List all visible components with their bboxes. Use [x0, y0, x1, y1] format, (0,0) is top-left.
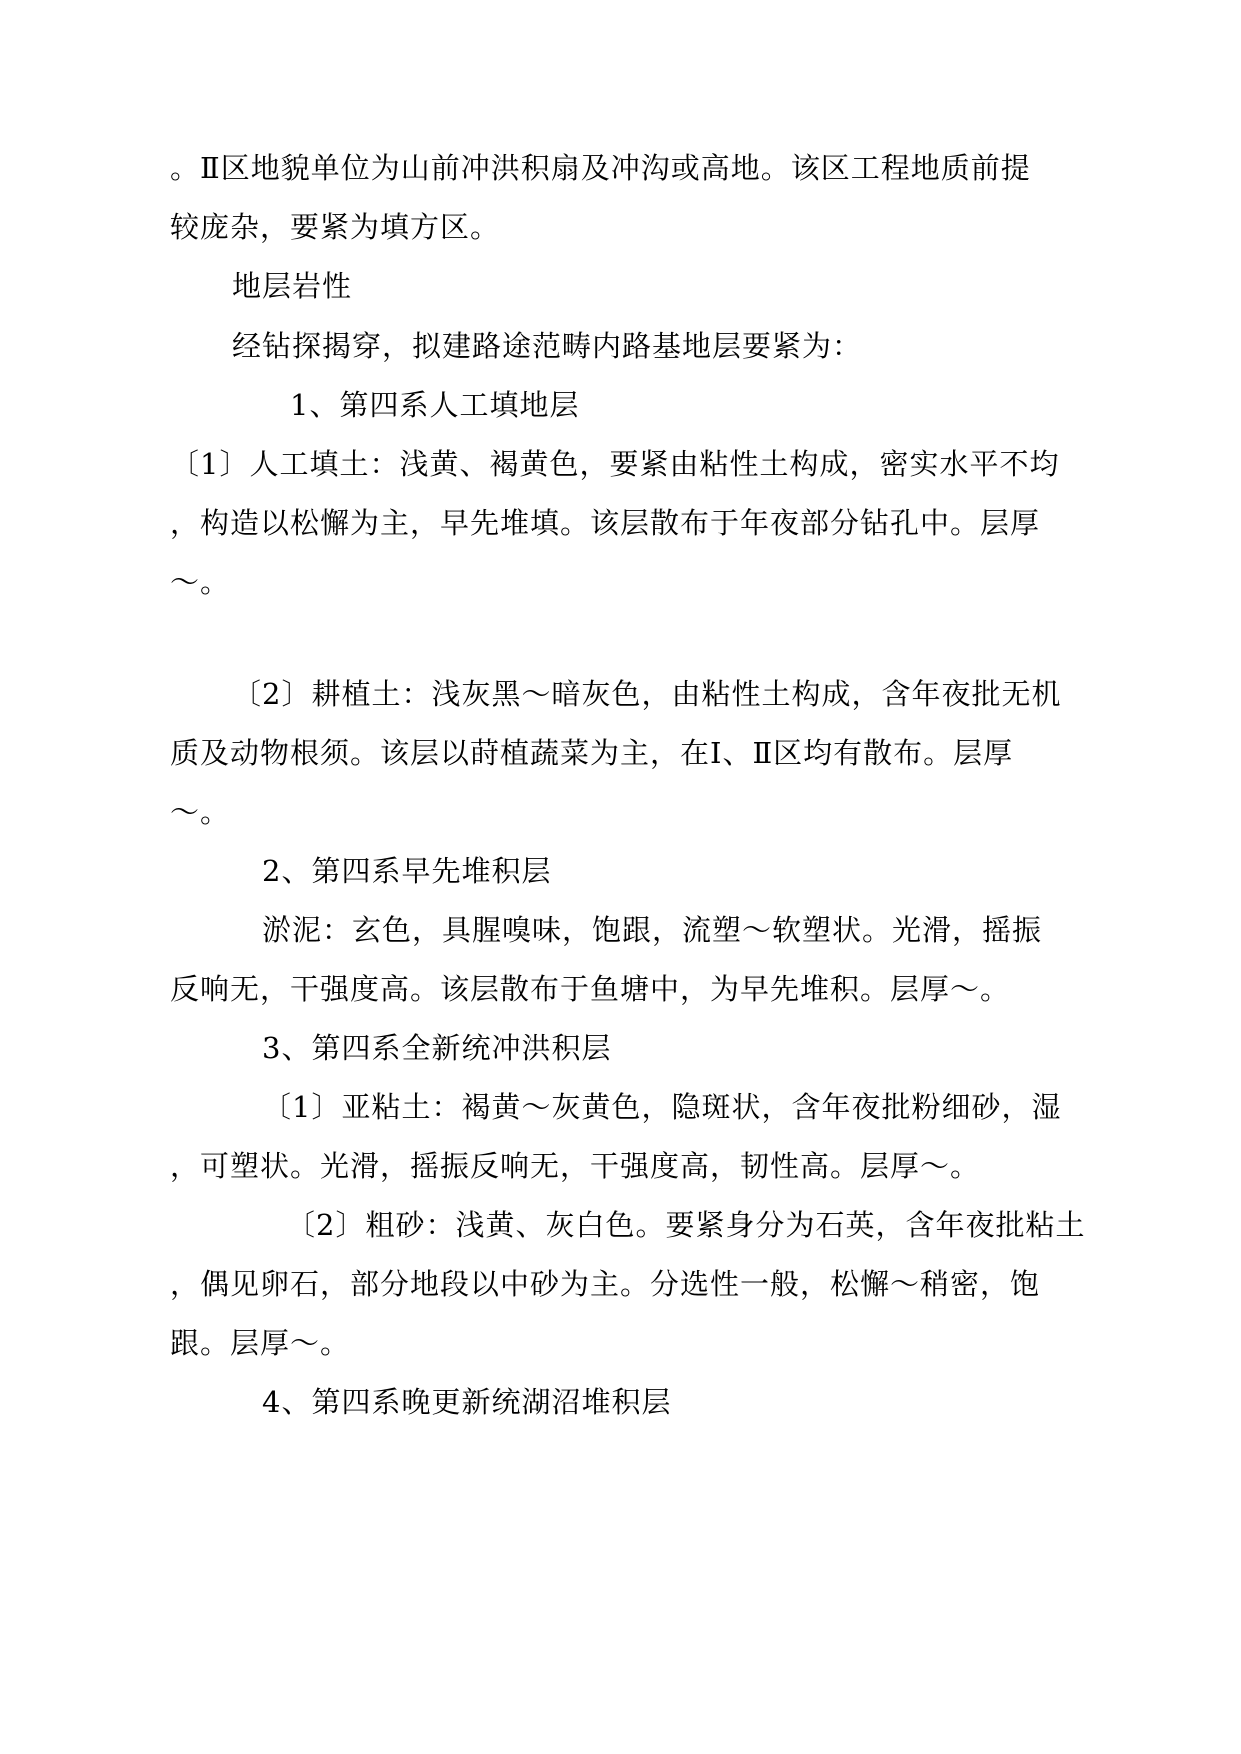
subsection-heading-1: 1、第四系人工填地层: [290, 388, 580, 422]
text-line-7: ，构造以松懈为主，早先堆填。该层散布于年夜部分钻孔中。层厚: [170, 506, 1041, 540]
text-line-10: 质及动物根须。该层以莳植蔬菜为主，在Ⅰ、Ⅱ区均有散布。层厚: [170, 736, 1014, 770]
text-line-6: 〔1〕人工填土：浅黄、褐黄色，要紧由粘性土构成，密实水平不均: [170, 447, 1060, 481]
text-line-9: 〔2〕耕植土：浅灰黑～暗灰色，由粘性土构成，含年夜批无机: [232, 677, 1062, 711]
section-heading-lithology: 地层岩性: [232, 269, 353, 303]
subsection-heading-3: 3、第四系全新统冲洪积层: [262, 1031, 612, 1065]
text-line-1: 。Ⅱ区地貌单位为山前冲洪积扇及冲沟或高地。该区工程地质前提: [170, 151, 1031, 185]
text-line-19: ，偶见卵石，部分地段以中砂为主。分选性一般，松懈～稍密，饱: [170, 1267, 1041, 1301]
text-line-14: 反响无，干强度高。该层散布于鱼塘中，为早先堆积。层厚～。: [170, 972, 1011, 1006]
text-line-2: 较庞杂，要紧为填方区。: [170, 210, 501, 244]
subsection-heading-4: 4、第四系晚更新统湖沼堆积层: [262, 1385, 672, 1419]
text-line-17: ，可塑状。光滑，摇振反响无，干强度高，韧性高。层厚～。: [170, 1149, 981, 1183]
text-line-11: ～。: [170, 795, 231, 829]
text-line-18: 〔2〕粗砂：浅黄、灰白色。要紧身分为石英，含年夜批粘土: [286, 1208, 1086, 1242]
text-line-13: 淤泥：玄色，具腥嗅味，饱跟，流塑～软塑状。光滑，摇振: [262, 913, 1043, 947]
text-line-8: ～。: [170, 565, 231, 599]
text-line-4: 经钻探揭穿，拟建路途范畴内路基地层要紧为：: [232, 329, 863, 363]
text-line-20: 跟。层厚～。: [170, 1326, 351, 1360]
text-line-16: 〔1〕亚粘土：褐黄～灰黄色，隐斑状，含年夜批粉细砂，湿: [262, 1090, 1062, 1124]
subsection-heading-2: 2、第四系早先堆积层: [262, 854, 552, 888]
